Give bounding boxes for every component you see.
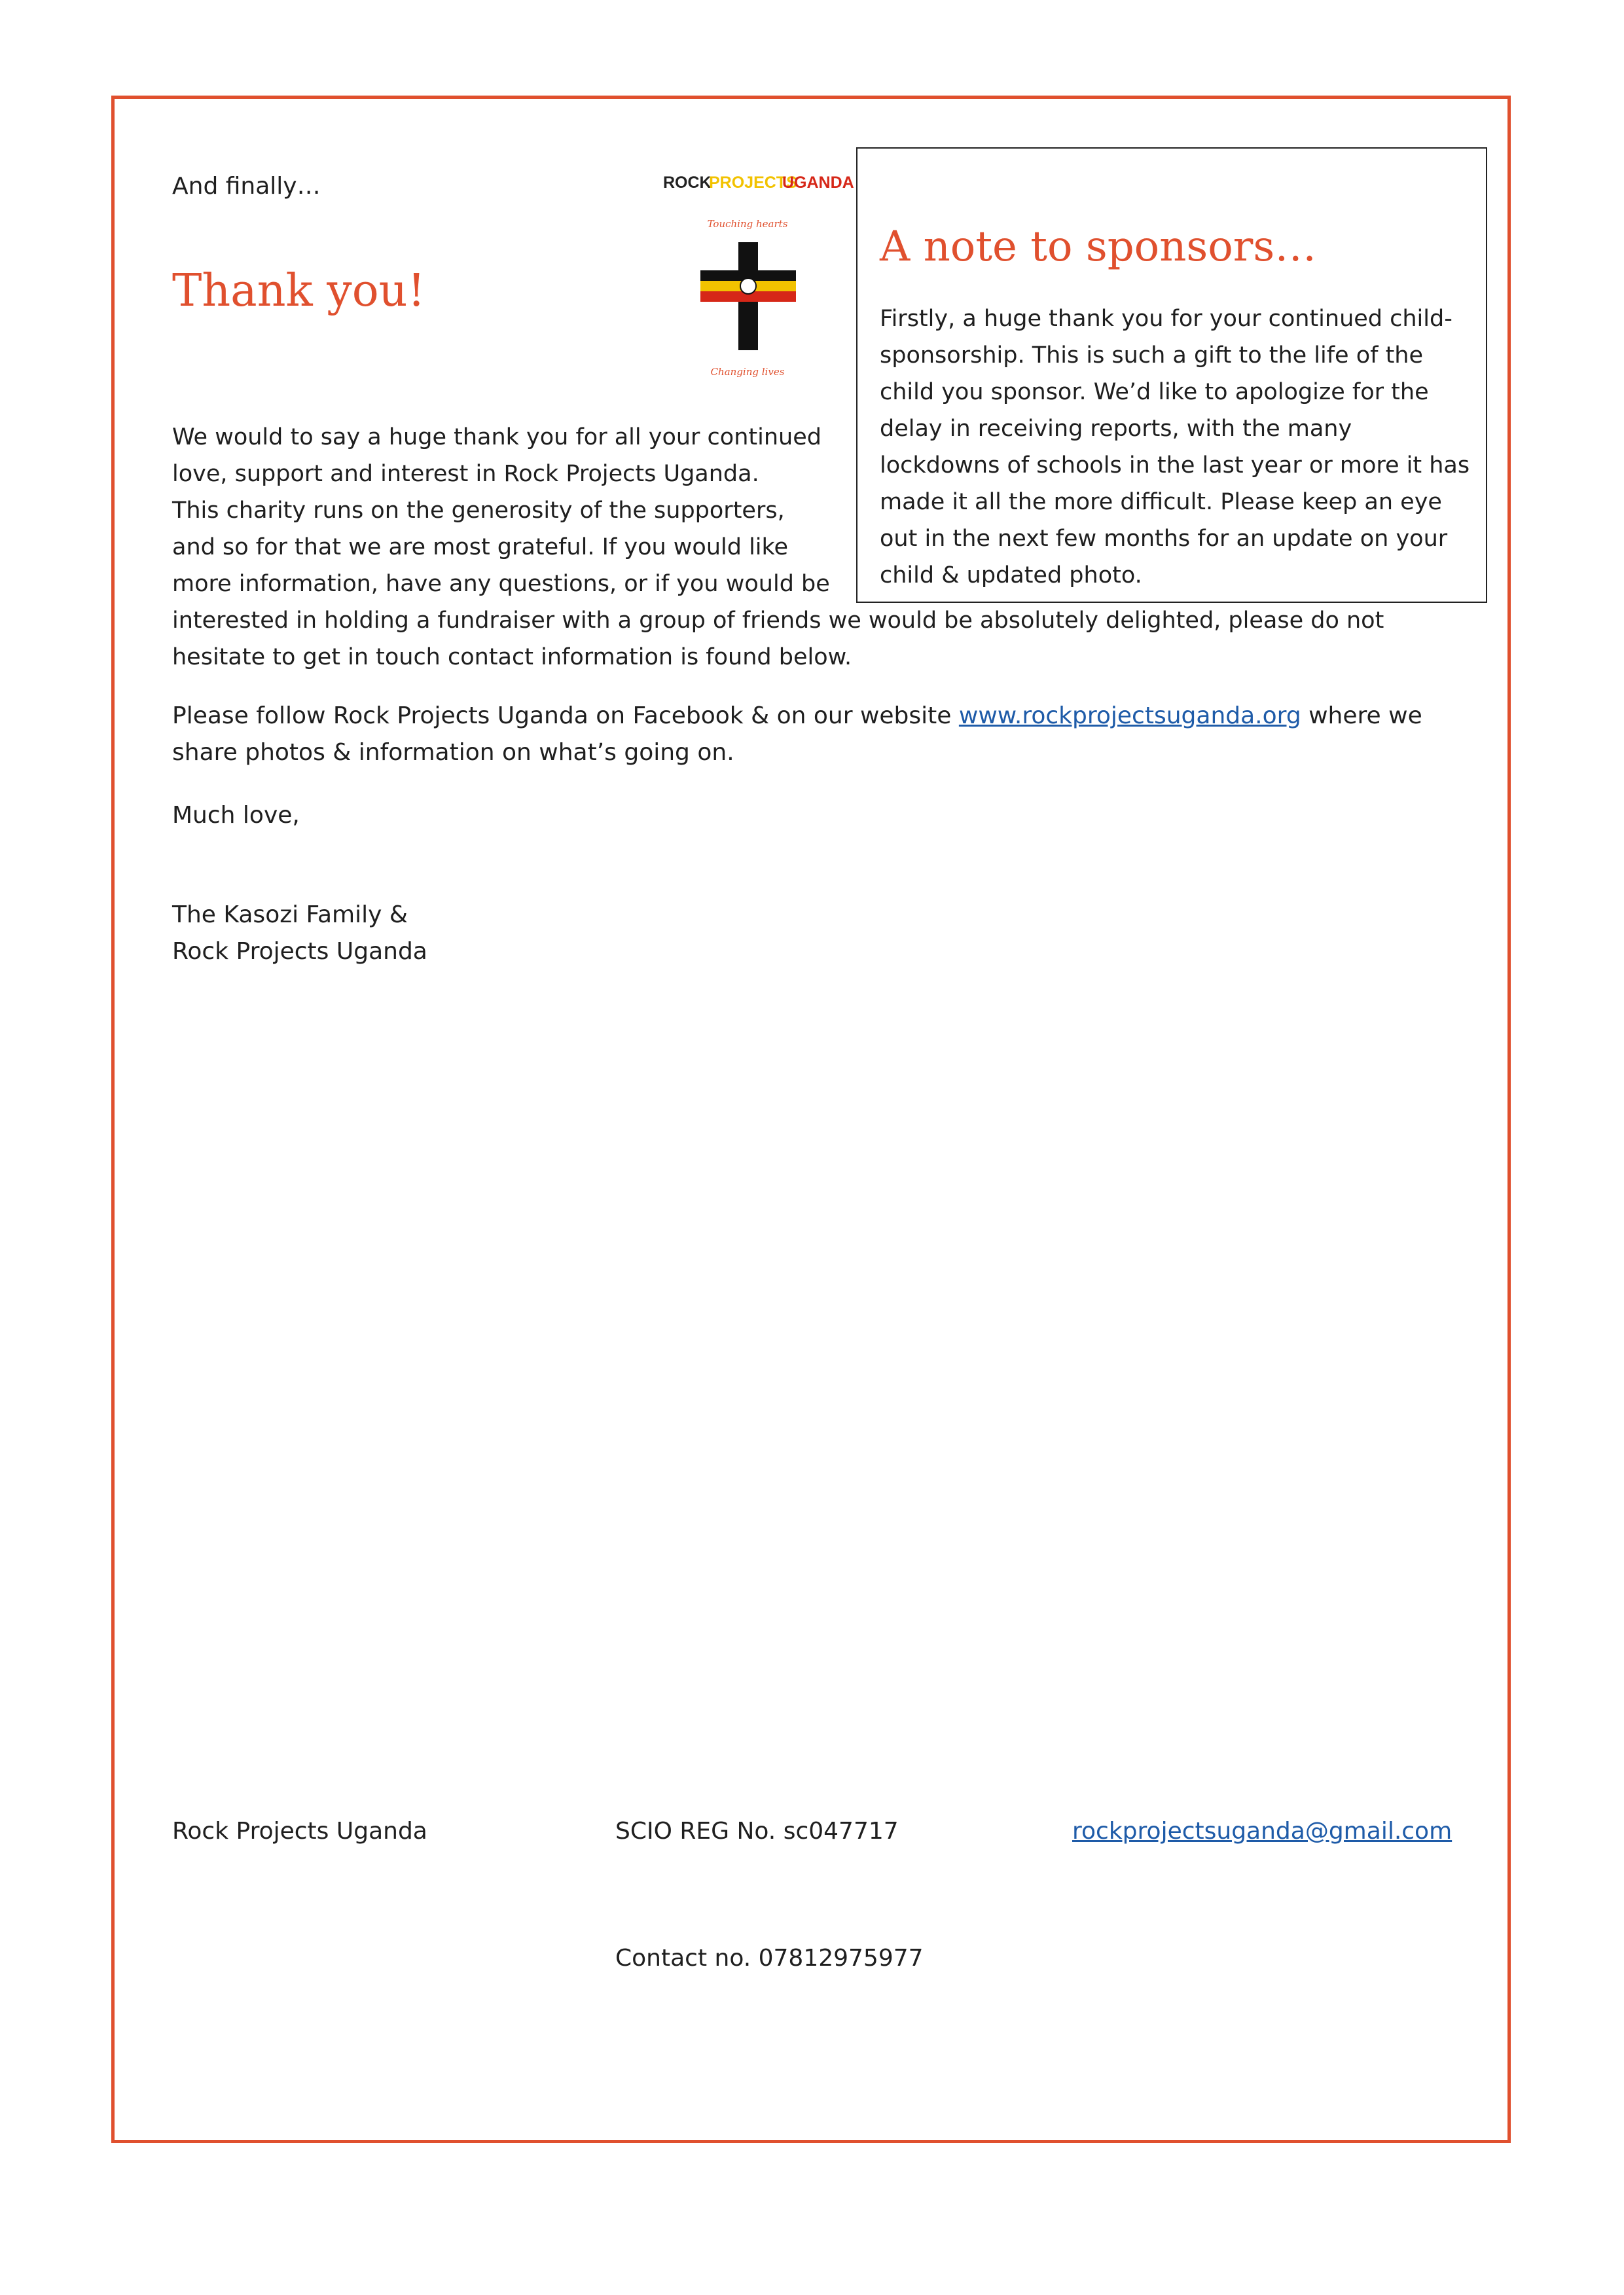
website-link[interactable]: www.rockprojectsuganda.org <box>958 702 1301 729</box>
footer-email-link[interactable]: rockprojectsuganda@gmail.com <box>1072 1818 1453 1845</box>
signature-line-1: The Kasozi Family & <box>172 901 408 928</box>
follow-paragraph <box>172 698 1462 771</box>
logo-tagline-top: Touching hearts <box>707 218 788 230</box>
rock-projects-uganda-logo <box>658 167 854 389</box>
logo-word-rock: ROCK <box>663 173 712 192</box>
paragraph-line: This charity runs on the generosity of the supporters, <box>172 497 785 524</box>
paragraph-line: We would to say a huge thank you for all your continued <box>172 424 821 450</box>
cross-icon <box>700 242 796 350</box>
sponsors-note-box <box>856 147 1487 603</box>
logo-tagline-bottom: Changing lives <box>710 366 785 378</box>
paragraph-line: more information, have any questions, or if you would be <box>172 571 830 597</box>
greeting-text: And finally… <box>172 173 321 200</box>
follow-text-after: where we share photos & information on what’s going on. <box>172 702 1422 766</box>
signoff-text: Much love, <box>172 802 300 829</box>
sponsors-note-body: Firstly, a huge thank you for your continued child-sponsorship. This is such a gift to the life of the child you sponsor. We’d like to apologize for the delay in receiving reports, with the many lockdowns of schools in the last year or more it has made it all the more difficult. Please keep an eye out in the next few months for an update on your child & updated photo. <box>880 306 1470 588</box>
paragraph-line: interested in holding a fundraiser with a group of friends we would be absolutely delighted, please do not <box>172 607 1384 634</box>
paragraph-line: love, support and interest in Rock Projects Uganda. <box>172 461 759 487</box>
footer-registration-number: SCIO REG No. sc047717 <box>615 1818 899 1845</box>
thank-you-heading: Thank you! <box>172 265 425 317</box>
logo-word-projects: PROJECTS <box>709 173 797 192</box>
logo-word-uganda: UGANDA <box>782 173 854 192</box>
footer-contact-number: Contact no. 07812975977 <box>615 1945 924 1972</box>
signature-line-2: Rock Projects Uganda <box>172 938 427 965</box>
signature-block <box>172 897 427 970</box>
footer-organization: Rock Projects Uganda <box>172 1818 427 1845</box>
paragraph-line: and so for that we are most grateful. If you would like <box>172 534 789 560</box>
follow-text-before: Please follow Rock Projects Uganda on Facebook & on our website <box>172 702 959 729</box>
paragraph-line: hesitate to get in touch contact information is found below. <box>172 644 852 670</box>
sponsors-note-heading: A note to sponsors… <box>880 223 1317 271</box>
